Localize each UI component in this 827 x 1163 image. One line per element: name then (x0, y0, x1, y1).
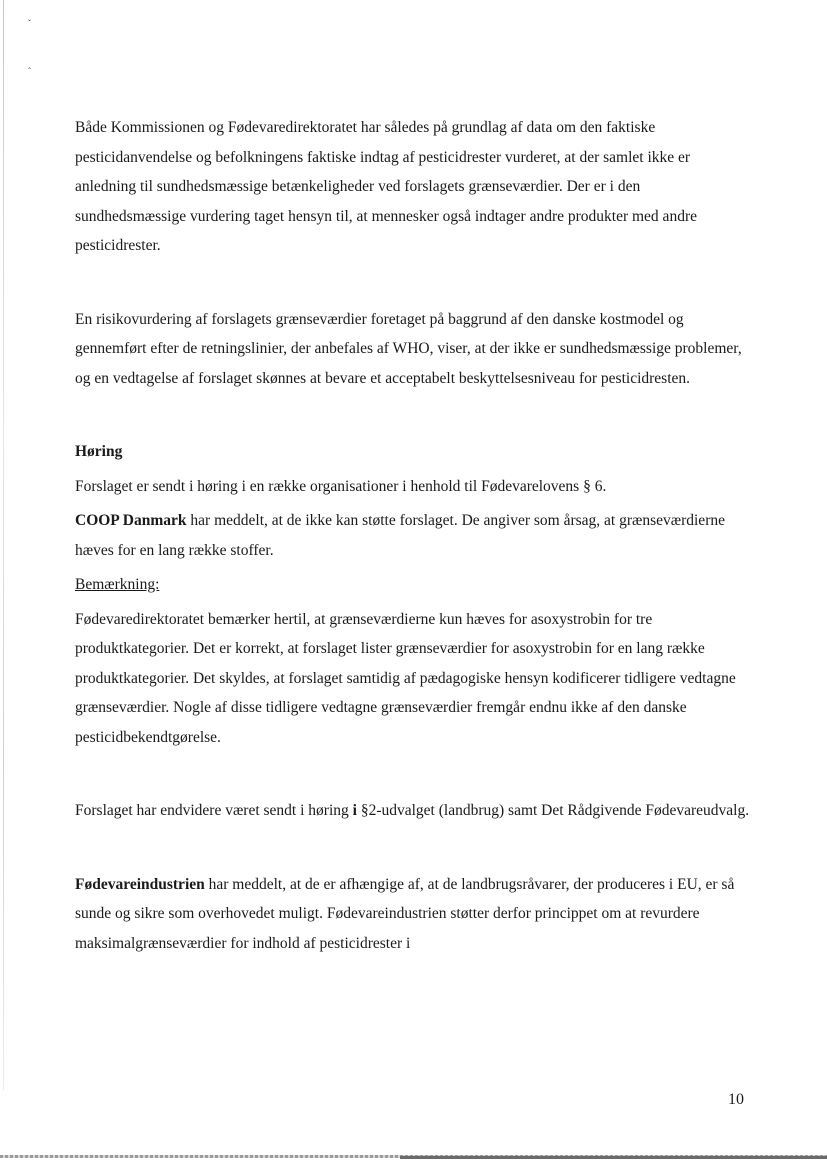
paragraph-committee (75, 796, 755, 826)
paragraph-remark: Fødevaredirektoratet bemærker hertil, at grænseværdierne kun hæves for asoxystrobin for tre produktkategorier. Det er korrekt, at forslaget lister grænseværdier for asoxystrobin for en lang række produktkategorier. Det skyldes, at forslaget samtidig af pædagogiske hensyn kodificerer tidligere vedtagne grænseværdier. Nogle af disse tidligere vedtagne grænseværdier fremgår endnu ikke af den danske pesticidbekendtgørelse. (75, 610, 736, 746)
coop-text: har meddelt, at de ikke kan støtte forslaget. De angiver som årsag, at grænseværdierne hæves for en lang række stoffer. (75, 512, 725, 559)
industry-name: Fødevareindustrien (75, 875, 205, 893)
scan-speck: ˇ (28, 18, 31, 28)
paragraph-industry (75, 870, 755, 959)
document-body (75, 113, 755, 958)
committee-text-a: Forslaget har endvidere været sendt i høring (75, 802, 353, 819)
paragraph-risk-assessment: En risikovurdering af forslagets grænseværdier foretaget på baggrund af den danske kostmodel og gennemført efter de retningslinier, der anbefales af WHO, viser, at der ikke er sundhedsmæssige problemer, og en vedtagelse af forslaget skønnes at bevare et acceptabelt beskyttelsesniveau for pesticidresten. (75, 310, 742, 387)
paragraph-consultation: Forslaget er sendt i høring i en række organisationer i henhold til Fødevarelovens § 6. (75, 477, 607, 495)
page-number: 10 (728, 1091, 744, 1108)
heading-horing: Høring (75, 443, 123, 460)
scan-edge (3, 0, 4, 1090)
industry-text: har meddelt, at de er afhængige af, at de landbrugsråvarer, der produceres i EU, er så sunde og sikre som overhovedet muligt. Fødevareindustrien støtter derfor princippet om at revurdere maksimalgrænseværdier for indhold af pesticidrester i (75, 875, 735, 952)
footer-rule-dark (400, 1156, 827, 1159)
scan-speck: ˆ (28, 66, 31, 76)
coop-name: COOP Danmark (75, 512, 187, 529)
committee-text-b: §2-udvalget (landbrug) samt Det Rådgivende Fødevareudvalg. (356, 802, 750, 819)
paragraph-coop (75, 506, 755, 565)
bemaerkning-label: Bemærkning: (75, 576, 160, 593)
paragraph-assessment: Både Kommissionen og Fødevaredirektoratet har således på grundlag af data om den faktiske pesticidanvendelse og befolkningens faktiske indtag af pesticidrester vurderet, at der samlet ikke er anledning til sundhedsmæssige betænkeligheder ved forslagets grænseværdier. Der er i den sundhedsmæssige vurdering taget hensyn til, at mennesker også indtager andre produkter med andre pesticidrester. (75, 119, 697, 254)
committee-text-bold: i (352, 802, 357, 819)
